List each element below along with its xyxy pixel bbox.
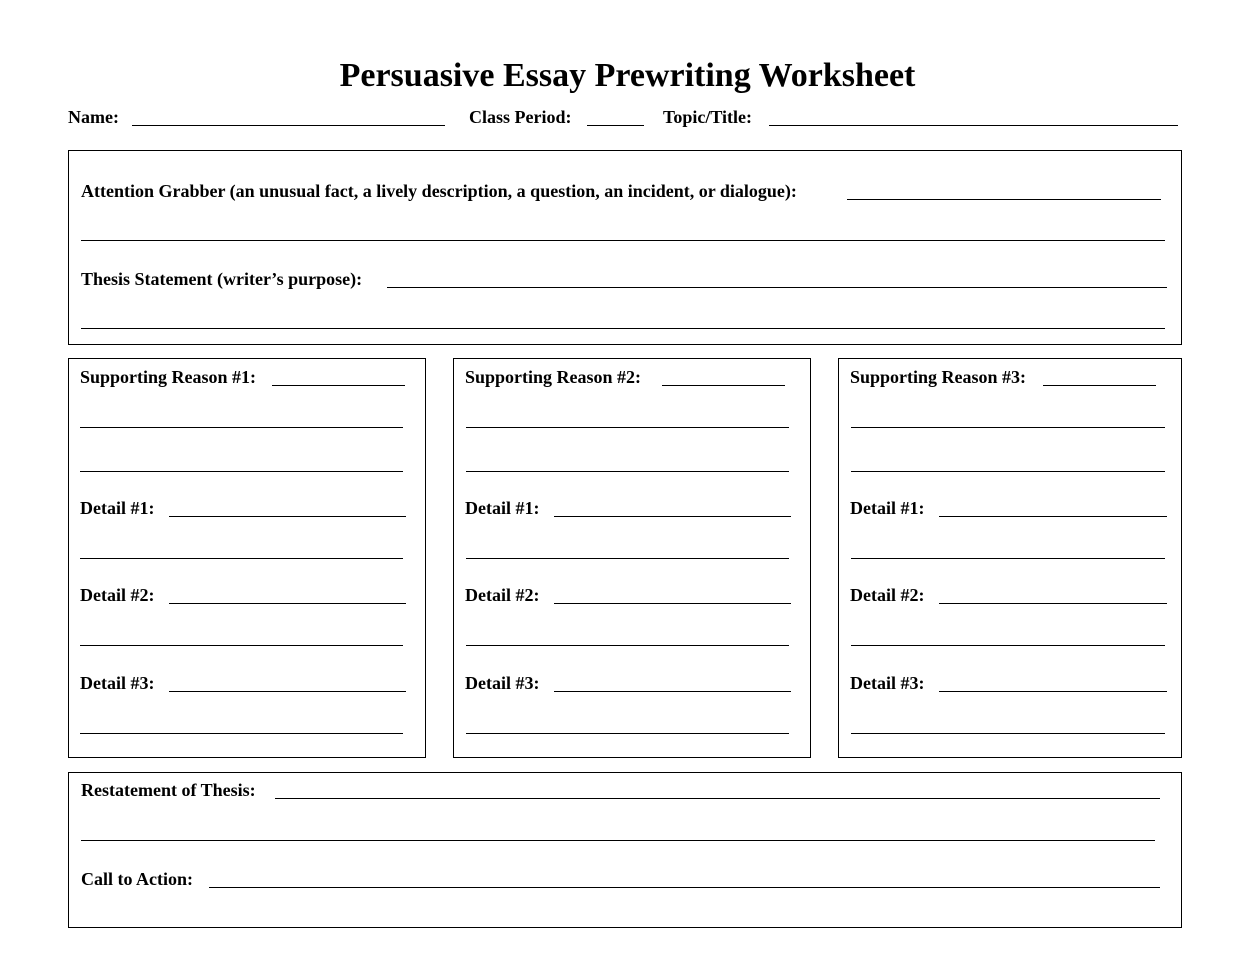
thesis-statement-line[interactable] bbox=[81, 328, 1165, 329]
name-field[interactable] bbox=[132, 125, 445, 126]
detail-3-field[interactable] bbox=[554, 691, 791, 692]
detail-3-line[interactable] bbox=[80, 733, 403, 734]
detail-1-field[interactable] bbox=[169, 516, 406, 517]
detail-2-label: Detail #2: bbox=[465, 585, 540, 605]
supporting-reason-label: Supporting Reason #2: bbox=[465, 367, 642, 387]
detail-2-line[interactable] bbox=[851, 645, 1165, 646]
detail-3-line[interactable] bbox=[466, 733, 789, 734]
topic-title-label: Topic/Title: bbox=[663, 107, 753, 127]
thesis-statement-label: Thesis Statement (writer’s purpose): bbox=[81, 269, 363, 289]
reason-line[interactable] bbox=[80, 427, 403, 428]
supporting-reason-field[interactable] bbox=[662, 385, 785, 386]
reason-line[interactable] bbox=[466, 427, 789, 428]
detail-3-label: Detail #3: bbox=[850, 673, 925, 693]
reason-line[interactable] bbox=[851, 427, 1165, 428]
detail-3-field[interactable] bbox=[939, 691, 1167, 692]
detail-2-field[interactable] bbox=[554, 603, 791, 604]
detail-1-line[interactable] bbox=[466, 558, 789, 559]
detail-1-field[interactable] bbox=[554, 516, 791, 517]
attention-grabber-field[interactable] bbox=[847, 199, 1161, 200]
detail-3-label: Detail #3: bbox=[80, 673, 155, 693]
supporting-reason-3-box bbox=[838, 358, 1182, 758]
reason-line[interactable] bbox=[466, 471, 789, 472]
detail-1-label: Detail #1: bbox=[465, 498, 540, 518]
restatement-of-thesis-line[interactable] bbox=[81, 840, 1155, 841]
restatement-of-thesis-label: Restatement of Thesis: bbox=[81, 780, 256, 800]
reason-line[interactable] bbox=[80, 471, 403, 472]
detail-2-line[interactable] bbox=[80, 645, 403, 646]
detail-2-label: Detail #2: bbox=[850, 585, 925, 605]
detail-1-label: Detail #1: bbox=[850, 498, 925, 518]
thesis-statement-field[interactable] bbox=[387, 287, 1167, 288]
page-title: Persuasive Essay Prewriting Worksheet bbox=[339, 57, 916, 94]
supporting-reason-label: Supporting Reason #1: bbox=[80, 367, 257, 387]
introduction-section bbox=[68, 150, 1182, 345]
attention-grabber-label: Attention Grabber (an unusual fact, a lively description, a question, an incident, or dialogue): bbox=[81, 181, 797, 201]
detail-3-label: Detail #3: bbox=[465, 673, 540, 693]
supporting-reason-field[interactable] bbox=[272, 385, 405, 386]
supporting-reason-field[interactable] bbox=[1043, 385, 1156, 386]
call-to-action-label: Call to Action: bbox=[81, 869, 193, 889]
supporting-reason-1-box bbox=[68, 358, 426, 758]
topic-title-field[interactable] bbox=[769, 125, 1178, 126]
detail-2-line[interactable] bbox=[466, 645, 789, 646]
conclusion-section bbox=[68, 772, 1182, 928]
restatement-of-thesis-field[interactable] bbox=[275, 798, 1160, 799]
detail-2-field[interactable] bbox=[169, 603, 406, 604]
detail-2-field[interactable] bbox=[939, 603, 1167, 604]
detail-3-field[interactable] bbox=[169, 691, 406, 692]
attention-grabber-line[interactable] bbox=[81, 240, 1165, 241]
supporting-reason-label: Supporting Reason #3: bbox=[850, 367, 1027, 387]
reason-line[interactable] bbox=[851, 471, 1165, 472]
supporting-reason-2-box bbox=[453, 358, 811, 758]
detail-1-line[interactable] bbox=[851, 558, 1165, 559]
detail-3-line[interactable] bbox=[851, 733, 1165, 734]
class-period-field[interactable] bbox=[587, 125, 644, 126]
detail-2-label: Detail #2: bbox=[80, 585, 155, 605]
detail-1-field[interactable] bbox=[939, 516, 1167, 517]
name-label: Name: bbox=[68, 107, 119, 127]
call-to-action-field[interactable] bbox=[209, 887, 1160, 888]
detail-1-label: Detail #1: bbox=[80, 498, 155, 518]
detail-1-line[interactable] bbox=[80, 558, 403, 559]
class-period-label: Class Period: bbox=[469, 107, 572, 127]
